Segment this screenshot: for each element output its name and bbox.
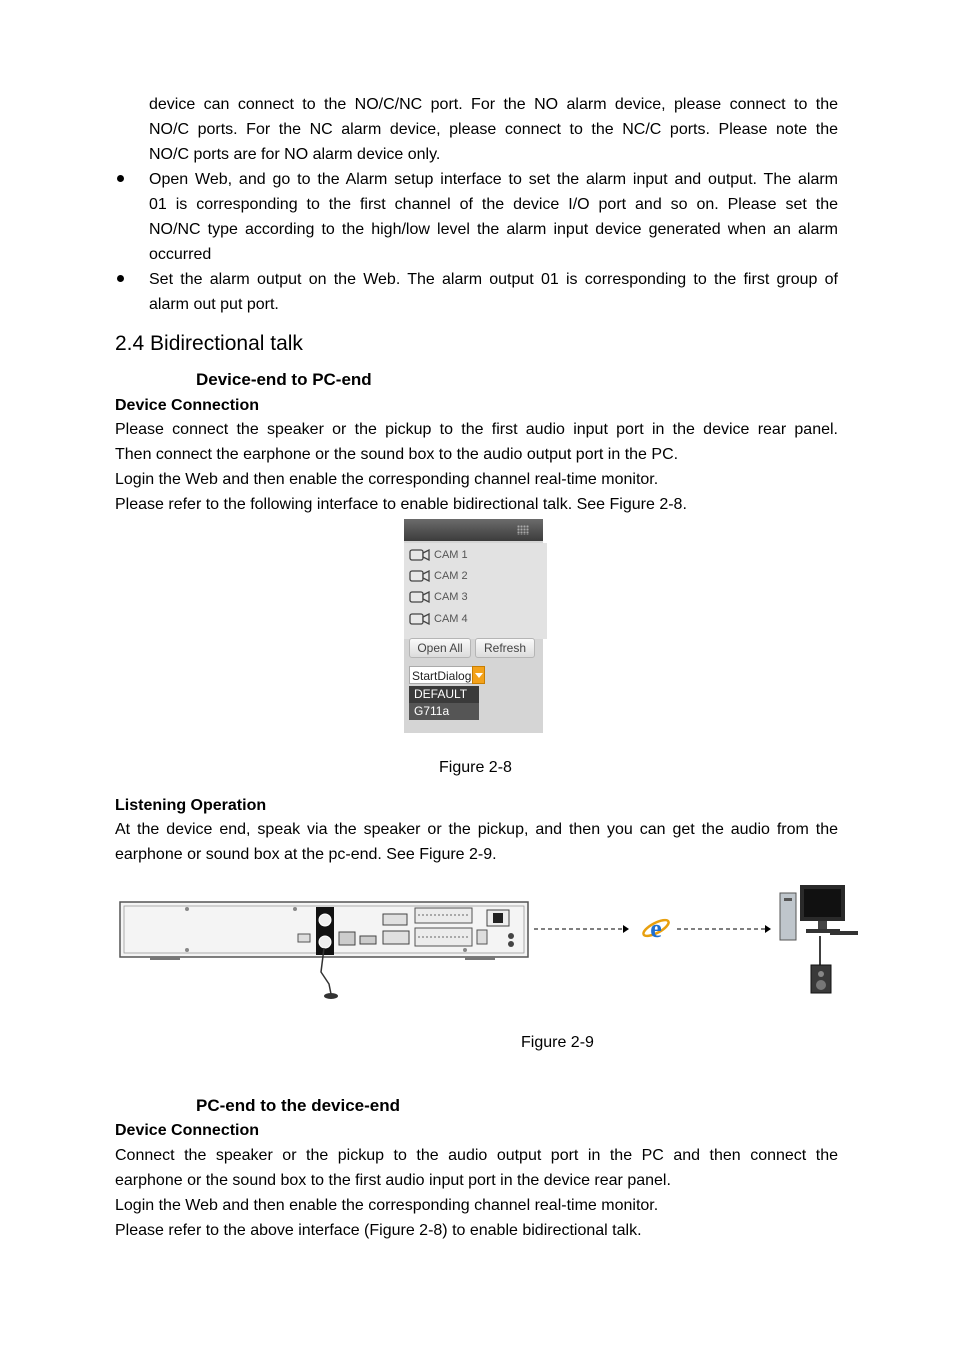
sub1-line-2: Then connect the earphone or the sound box to the audio output port in the PC. (115, 446, 679, 463)
device-connection-heading-1: Device Connection (115, 397, 260, 414)
sub1-line-4: Please refer to the following interface to enable bidirectional talk. See Figure 2-8. (115, 496, 687, 513)
dashed-arrow-1 (534, 925, 629, 933)
sub1-line-3: Login the Web and then enable the corresponding channel real-time monitor. (115, 471, 659, 488)
refresh-button[interactable]: Refresh (475, 638, 535, 658)
continuation-line-1: device can connect to the NO/C/NC port. For the NO alarm device, please connect to the (149, 96, 838, 113)
camera-item-2[interactable] (409, 567, 543, 585)
camera-icon (409, 570, 431, 582)
chevron-down-icon[interactable] (472, 666, 485, 684)
bullet-icon (117, 175, 124, 182)
subsection-title-1: Device-end to PC-end (196, 370, 372, 389)
sub2-line-4: Please refer to the above interface (Figure 2-8) to enable bidirectional talk. (115, 1222, 642, 1239)
grip-icon (517, 525, 529, 535)
bullet-2-line-1: Set the alarm output on the Web. The alarm output 01 is corresponding to the first group of (149, 271, 838, 288)
camera-label: CAM 1 (434, 549, 468, 561)
sub1-line-1: Please connect the speaker or the pickup to the first audio input port in the device rear panel. (115, 421, 838, 438)
dashed-arrow-2 (677, 925, 771, 933)
connection-diagram (115, 878, 875, 1008)
camera-label: CAM 3 (434, 591, 468, 603)
pc-computer-icon (780, 885, 858, 965)
sub2-line-3: Login the Web and then enable the corresponding channel real-time monitor. (115, 1197, 659, 1214)
camera-icon (409, 549, 431, 561)
speaker-icon (811, 965, 831, 993)
dropdown-option-g711a[interactable]: G711a (409, 703, 479, 720)
bullet-1-line-4: occurred (149, 246, 212, 263)
bullet-1-line-1: Open Web, and go to the Alarm setup interface to set the alarm input and output. The alarm (149, 171, 838, 188)
section-title: 2.4 Bidirectional talk (115, 332, 303, 355)
internet-explorer-icon (641, 914, 670, 943)
listening-line-1: At the device end, speak via the speaker or the pickup, and then you can get the audio from the (115, 821, 838, 838)
camera-label: CAM 2 (434, 570, 468, 582)
dropdown-option-default[interactable]: DEFAULT (409, 686, 479, 703)
camera-item-1[interactable] (409, 546, 543, 564)
listening-line-2: earphone or sound box at the pc-end. See Figure 2-9. (115, 846, 497, 863)
figure-2-8-caption: Figure 2-8 (439, 759, 512, 776)
figure-2-9-caption: Figure 2-9 (521, 1034, 594, 1051)
camera-label: CAM 4 (434, 613, 468, 625)
sub2-line-2: earphone or the sound box to the first audio input port in the device rear panel. (115, 1172, 671, 1189)
continuation-line-2: NO/C ports. For the NC alarm device, please connect to the NC/C ports. Please note the (149, 121, 838, 138)
bullet-1-line-3: NO/NC type according to the high/low level the alarm input device generated when an alarm (149, 221, 838, 238)
open-all-button[interactable]: Open All (409, 638, 471, 658)
continuation-line-3: NO/C ports are for NO alarm device only. (149, 146, 441, 163)
bullet-icon (117, 275, 124, 282)
start-dialog-select[interactable]: StartDialog (409, 666, 473, 684)
camera-item-3[interactable] (409, 588, 543, 606)
bullet-1-line-2: 01 is corresponding to the first channel of the device I/O port and so on. Please set the (149, 196, 838, 213)
camera-icon (409, 613, 431, 625)
sub2-line-1: Connect the speaker or the pickup to the audio output port in the PC and then connect the (115, 1147, 838, 1164)
camera-item-4[interactable] (409, 610, 543, 628)
camera-icon (409, 591, 431, 603)
device-connection-heading-2: Device Connection (115, 1122, 260, 1139)
bullet-2-line-2: alarm out put port. (149, 296, 279, 313)
panel-header (404, 519, 543, 541)
listening-heading: Listening Operation (115, 797, 267, 814)
bidirectional-talk-panel (404, 519, 543, 733)
subsection-title-2: PC-end to the device-end (196, 1096, 401, 1115)
svg-text:e: e (650, 914, 662, 943)
